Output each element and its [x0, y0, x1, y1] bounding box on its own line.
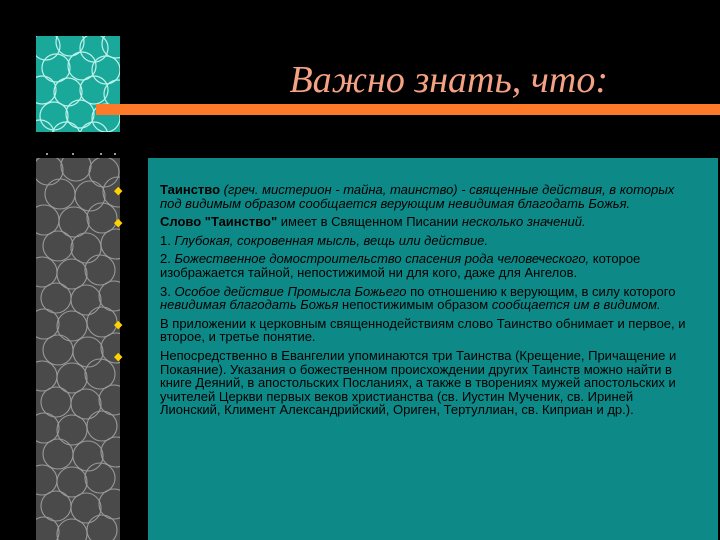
- item-text: имеет в Священном Писании: [277, 214, 462, 230]
- list-item: [114, 214, 695, 230]
- list-item: [114, 315, 695, 345]
- list-item: [114, 182, 695, 211]
- accent-bar: [96, 104, 720, 115]
- meaning-rest: по отношению к верующим, в силу которого: [406, 283, 676, 299]
- diamond-bullet-icon: ◆: [114, 318, 123, 331]
- meaning-rest: непостижимым образом: [338, 297, 492, 313]
- meaning-text: Особое действие Промысла Божьего: [174, 283, 407, 299]
- diamond-bullet-icon: ◆: [114, 350, 123, 363]
- diamond-bullet-icon: ◆: [114, 217, 123, 230]
- word-bold: Слово "Таинство": [160, 214, 278, 230]
- meaning-rest: которое изображается тайной, непостижимой ни для кого, даже для Ангелов.: [160, 251, 641, 280]
- meaning-3: [160, 285, 695, 312]
- meaning-number: 2.: [160, 251, 175, 267]
- item-text: Непосредственно в Евангелии упоминаются три Таинства (Крещение, Причащение и Покаяние). Указания о божественном происхождении других Таинств можно найти в книге Деяний, в апостольских Посланиях, а также в творениях мужей апостольских и учителей Церкви первых веков христианства (св. Иустин Мученик, св. Ириней Лионский, Климент Александрийский, Ориген, Тертуллиан, св. Киприан и др.).: [160, 347, 677, 418]
- diamond-bullet-icon: ◆: [114, 185, 123, 197]
- meaning-number: 1.: [160, 232, 175, 248]
- term-definition: священные действия, в которых под видимым образом сообщается верующим невидимая благодать Божья.: [160, 182, 675, 211]
- item-italic: несколько значений.: [461, 214, 586, 230]
- slide-title: Важно знать, что:: [289, 59, 608, 101]
- meaning-text: Глубокая, сокровенная мысль, вещь или действие.: [174, 232, 489, 248]
- item-text: В приложении к церковным священнодействиям слово Таинство обнимает и первое, и второе, и третье понятие.: [160, 315, 686, 345]
- meaning-number: 3.: [160, 283, 175, 299]
- meaning-1: [160, 234, 695, 248]
- dotted-line-decoration: [42, 151, 118, 157]
- meaning-2: [160, 252, 695, 279]
- term-etymology: (греч. мистерион - тайна, таинство) -: [220, 182, 470, 197]
- meaning-text: Божественное домостроительство спасения рода человеческого,: [174, 251, 590, 267]
- slide-content: [114, 182, 695, 422]
- circles-decoration-top: [36, 36, 120, 132]
- list-item: [114, 347, 695, 418]
- circles-decoration-side: [36, 158, 123, 540]
- meaning-italic: невидимая благодать Божья: [160, 297, 339, 313]
- meaning-italic: сообщается им в видимом.: [491, 297, 661, 313]
- term-bold: Таинство: [160, 182, 221, 197]
